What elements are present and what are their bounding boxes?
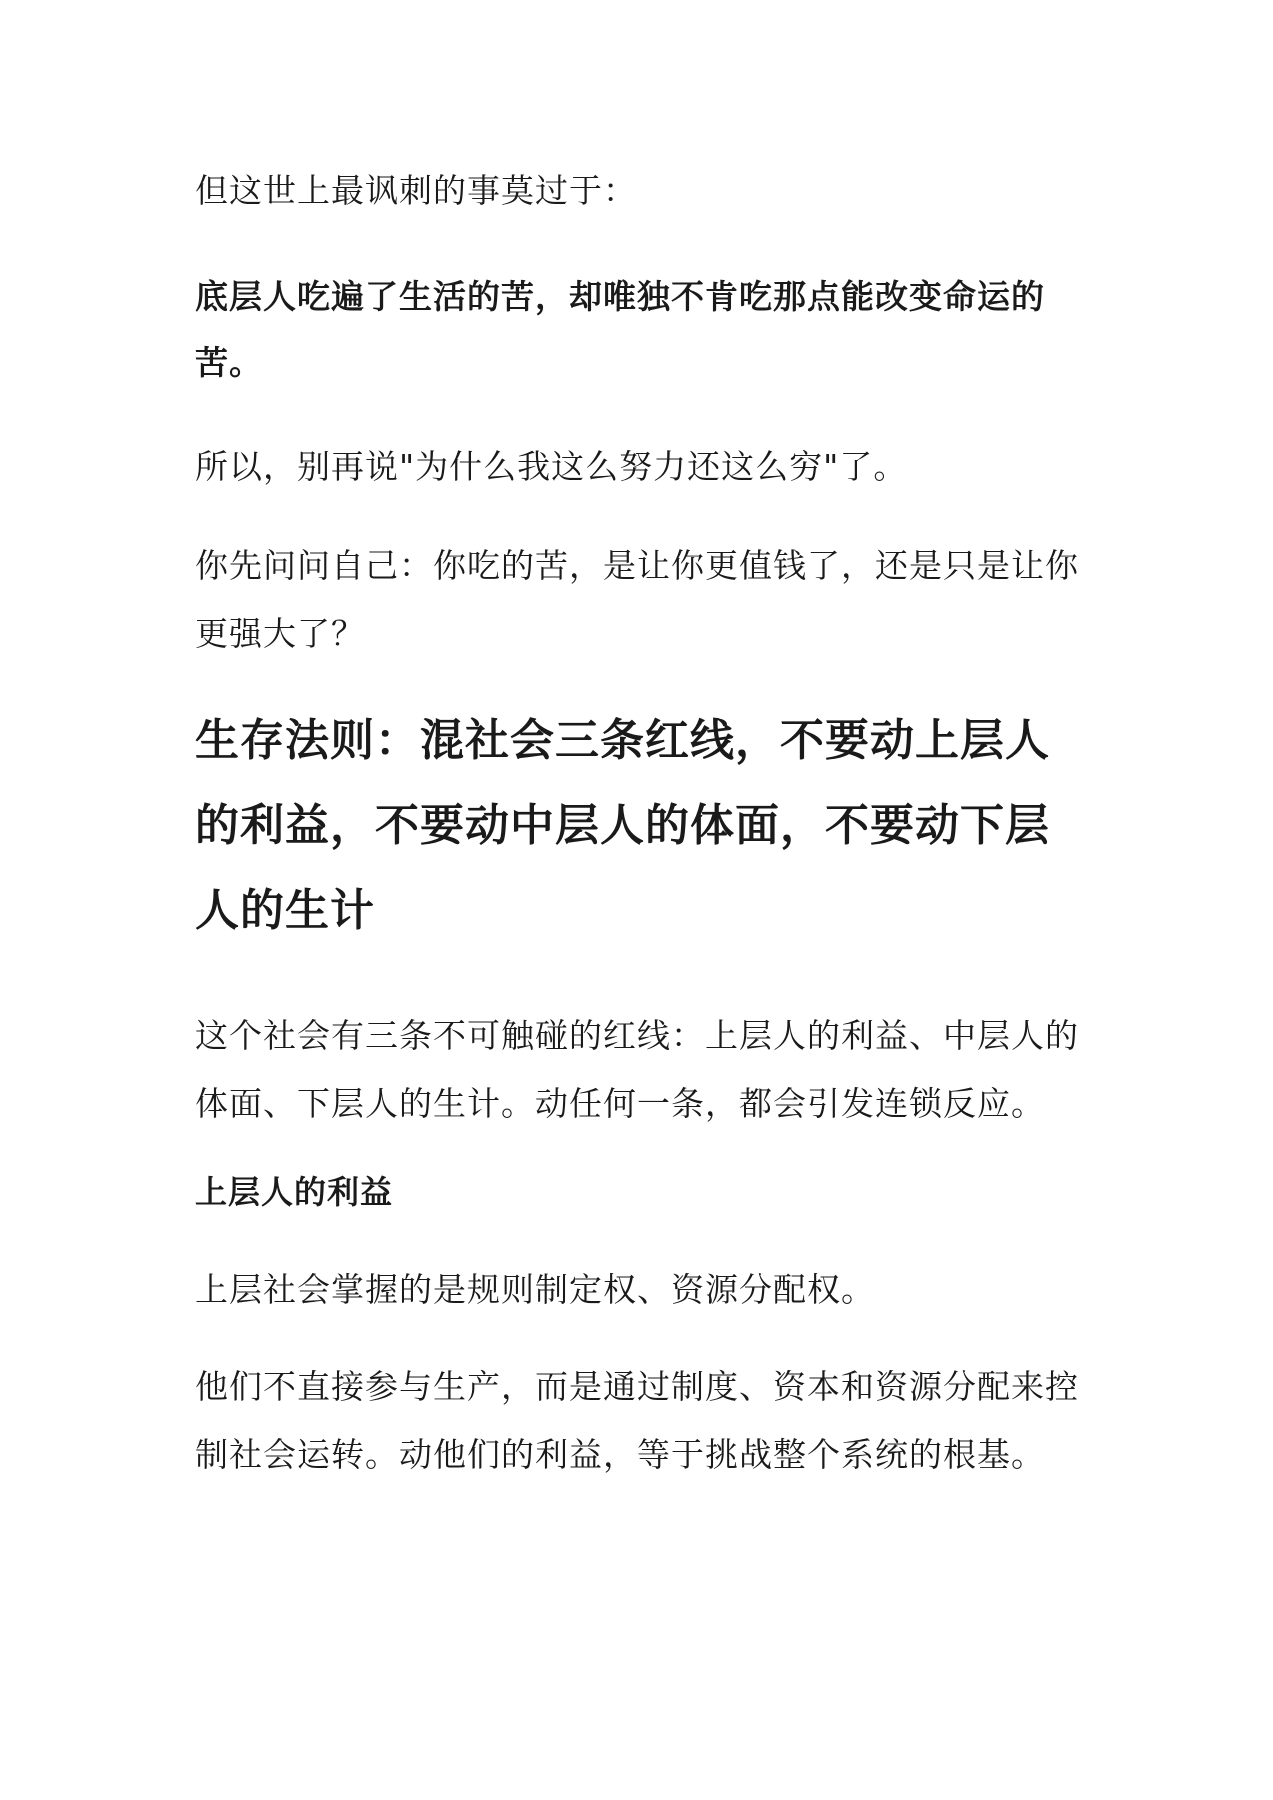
paragraph-ask-yourself: 你先问问自己：你吃的苦，是让你更值钱了，还是只是让你更强大了？ bbox=[195, 546, 1079, 653]
paragraph-upper-class-power: 上层社会掌握的是规则制定权、资源分配权。 bbox=[195, 1270, 875, 1309]
paragraph-stop-complaining: 所以，别再说"为什么我这么努力还这么穷"了。 bbox=[195, 447, 908, 486]
paragraph-three-red-lines: 这个社会有三条不可触碰的红线：上层人的利益、中层人的体面、下层人的生计。动任何一条，都会引发连锁反应。 bbox=[195, 1016, 1079, 1123]
subheading-upper-class-interests: 上层人的利益 bbox=[195, 1173, 394, 1211]
section-heading: 生存法则：混社会三条红线，不要动上层人的利益，不要动中层人的体面，不要动下层人的生计 bbox=[195, 715, 1050, 936]
paragraph-upper-class-control: 他们不直接参与生产，而是通过制度、资本和资源分配来控制社会运转。动他们的利益，等于挑战整个系统的根基。 bbox=[195, 1367, 1079, 1474]
paragraph-bold-hardship: 底层人吃遍了生活的苦，却唯独不肯吃那点能改变命运的苦。 bbox=[195, 277, 1045, 382]
paragraph-irony-intro: 但这世上最讽刺的事莫过于： bbox=[195, 171, 637, 210]
